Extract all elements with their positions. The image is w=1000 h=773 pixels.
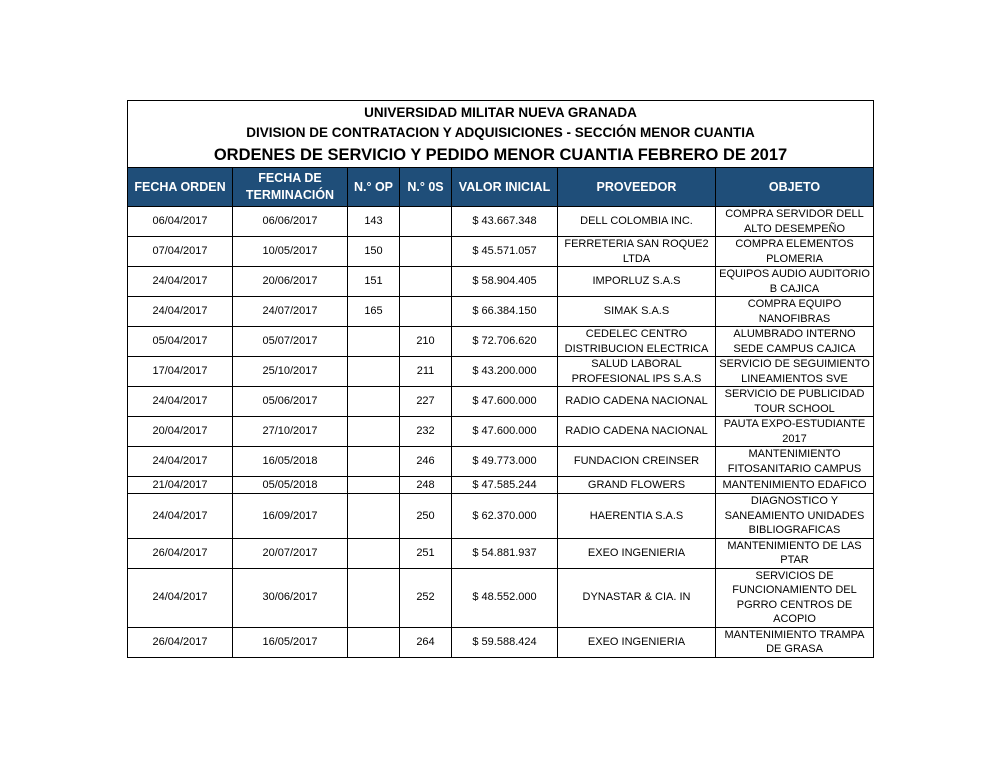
table-row [128,327,874,357]
cell-fecha-terminacion: 20/07/2017 [233,538,348,568]
cell-os: 252 [400,568,452,627]
cell-fecha-terminacion: 24/07/2017 [233,297,348,327]
cell-fecha-orden: 24/04/2017 [128,568,233,627]
cell-fecha-terminacion: 20/06/2017 [233,267,348,297]
table-row [128,447,874,477]
cell-fecha-orden: 24/04/2017 [128,267,233,297]
cell-op [348,627,400,657]
cell-op [348,357,400,387]
cell-fecha-terminacion: 25/10/2017 [233,357,348,387]
table-row [128,477,874,494]
table-row [128,297,874,327]
table-row [128,207,874,237]
cell-proveedor: SIMAK S.A.S [558,297,716,327]
cell-valor: $ 45.571.057 [452,237,558,267]
cell-objeto: PAUTA EXPO-ESTUDIANTE 2017 [716,417,874,447]
cell-proveedor: DYNASTAR & CIA. IN [558,568,716,627]
cell-os: 264 [400,627,452,657]
cell-proveedor: FUNDACION CREINSER [558,447,716,477]
cell-op [348,417,400,447]
cell-proveedor: EXEO INGENIERIA [558,538,716,568]
cell-fecha-terminacion: 16/05/2018 [233,447,348,477]
table-row [128,494,874,539]
orders-table [127,100,874,658]
division-name: DIVISION DE CONTRATACION Y ADQUISICIONES - SECCIÓN MENOR CUANTIA [246,125,755,140]
cell-objeto: MANTENIMIENTO DE LAS PTAR [716,538,874,568]
cell-fecha-terminacion: 30/06/2017 [233,568,348,627]
cell-objeto: COMPRA SERVIDOR DELL ALTO DESEMPEÑO [716,207,874,237]
cell-fecha-orden: 24/04/2017 [128,297,233,327]
table-row [128,267,874,297]
cell-objeto: COMPRA ELEMENTOS PLOMERIA [716,237,874,267]
cell-valor: $ 48.552.000 [452,568,558,627]
cell-valor: $ 47.585.244 [452,477,558,494]
cell-proveedor: RADIO CADENA NACIONAL [558,417,716,447]
col-no-os: N.° 0S [400,168,452,207]
cell-op [348,327,400,357]
cell-objeto: SERVICIOS DE FUNCIONAMIENTO DEL PGRRO CENTROS DE ACOPIO [716,568,874,627]
report-title: ORDENES DE SERVICIO Y PEDIDO MENOR CUANTIA FEBRERO DE 2017 [213,146,788,164]
table-row [128,568,874,627]
table-row [128,357,874,387]
cell-proveedor: HAERENTIA S.A.S [558,494,716,539]
cell-os: 246 [400,447,452,477]
cell-fecha-orden: 20/04/2017 [128,417,233,447]
cell-fecha-orden: 05/04/2017 [128,327,233,357]
cell-fecha-terminacion: 16/09/2017 [233,494,348,539]
cell-fecha-orden: 17/04/2017 [128,357,233,387]
cell-os: 248 [400,477,452,494]
cell-valor: $ 43.200.000 [452,357,558,387]
cell-fecha-orden: 26/04/2017 [128,538,233,568]
cell-valor: $ 43.667.348 [452,207,558,237]
cell-op [348,477,400,494]
cell-valor: $ 58.904.405 [452,267,558,297]
cell-proveedor: DELL COLOMBIA INC. [558,207,716,237]
cell-fecha-orden: 21/04/2017 [128,477,233,494]
spreadsheet-sheet [127,100,873,658]
col-fecha-terminacion: FECHA DE TERMINACIÓN [233,168,348,207]
cell-os: 210 [400,327,452,357]
cell-valor: $ 59.588.424 [452,627,558,657]
cell-fecha-terminacion: 27/10/2017 [233,417,348,447]
table-row [128,237,874,267]
cell-valor: $ 49.773.000 [452,447,558,477]
cell-os: 227 [400,387,452,417]
cell-op: 143 [348,207,400,237]
cell-proveedor: GRAND FLOWERS [558,477,716,494]
col-objeto: OBJETO [716,168,874,207]
cell-op: 165 [348,297,400,327]
cell-fecha-orden: 24/04/2017 [128,494,233,539]
cell-objeto: MANTENIMIENTO FITOSANITARIO CAMPUS [716,447,874,477]
col-fecha-orden: FECHA ORDEN [128,168,233,207]
cell-op [348,538,400,568]
cell-valor: $ 62.370.000 [452,494,558,539]
col-valor-inicial: VALOR INICIAL [452,168,558,207]
col-proveedor: PROVEEDOR [558,168,716,207]
cell-op: 150 [348,237,400,267]
cell-valor: $ 47.600.000 [452,417,558,447]
cell-proveedor: EXEO INGENIERIA [558,627,716,657]
cell-op [348,447,400,477]
cell-objeto: COMPRA EQUIPO NANOFIBRAS [716,297,874,327]
cell-op: 151 [348,267,400,297]
cell-fecha-terminacion: 05/05/2018 [233,477,348,494]
cell-valor: $ 66.384.150 [452,297,558,327]
cell-os: 250 [400,494,452,539]
cell-fecha-terminacion: 05/06/2017 [233,387,348,417]
table-row [128,387,874,417]
cell-fecha-terminacion: 06/06/2017 [233,207,348,237]
cell-objeto: DIAGNOSTICO Y SANEAMIENTO UNIDADES BIBLIOGRAFICAS [716,494,874,539]
cell-op [348,494,400,539]
university-name: UNIVERSIDAD MILITAR NUEVA GRANADA [364,105,637,120]
cell-proveedor: SALUD LABORAL PROFESIONAL IPS S.A.S [558,357,716,387]
cell-proveedor: RADIO CADENA NACIONAL [558,387,716,417]
cell-os: 232 [400,417,452,447]
title-block [128,101,874,168]
cell-objeto: ALUMBRADO INTERNO SEDE CAMPUS CAJICA [716,327,874,357]
cell-os [400,267,452,297]
cell-fecha-orden: 24/04/2017 [128,447,233,477]
cell-fecha-terminacion: 16/05/2017 [233,627,348,657]
cell-objeto: MANTENIMIENTO TRAMPA DE GRASA [716,627,874,657]
cell-proveedor: FERRETERIA SAN ROQUE2 LTDA [558,237,716,267]
cell-os: 251 [400,538,452,568]
col-no-op: N.° OP [348,168,400,207]
cell-proveedor: CEDELEC CENTRO DISTRIBUCION ELECTRICA [558,327,716,357]
cell-objeto: MANTENIMIENTO EDAFICO [716,477,874,494]
cell-valor: $ 47.600.000 [452,387,558,417]
cell-op [348,568,400,627]
cell-os [400,207,452,237]
column-header-row [128,168,874,207]
cell-os: 211 [400,357,452,387]
cell-objeto: EQUIPOS AUDIO AUDITORIO B CAJICA [716,267,874,297]
table-row [128,538,874,568]
cell-fecha-orden: 06/04/2017 [128,207,233,237]
cell-fecha-orden: 26/04/2017 [128,627,233,657]
cell-proveedor: IMPORLUZ S.A.S [558,267,716,297]
cell-os [400,297,452,327]
cell-op [348,387,400,417]
cell-valor: $ 54.881.937 [452,538,558,568]
cell-fecha-orden: 24/04/2017 [128,387,233,417]
cell-objeto: SERVICIO DE PUBLICIDAD TOUR SCHOOL [716,387,874,417]
cell-os [400,237,452,267]
table-row [128,627,874,657]
cell-fecha-orden: 07/04/2017 [128,237,233,267]
cell-objeto: SERVICIO DE SEGUIMIENTO LINEAMIENTOS SVE [716,357,874,387]
cell-fecha-terminacion: 05/07/2017 [233,327,348,357]
cell-valor: $ 72.706.620 [452,327,558,357]
cell-fecha-terminacion: 10/05/2017 [233,237,348,267]
table-row [128,417,874,447]
